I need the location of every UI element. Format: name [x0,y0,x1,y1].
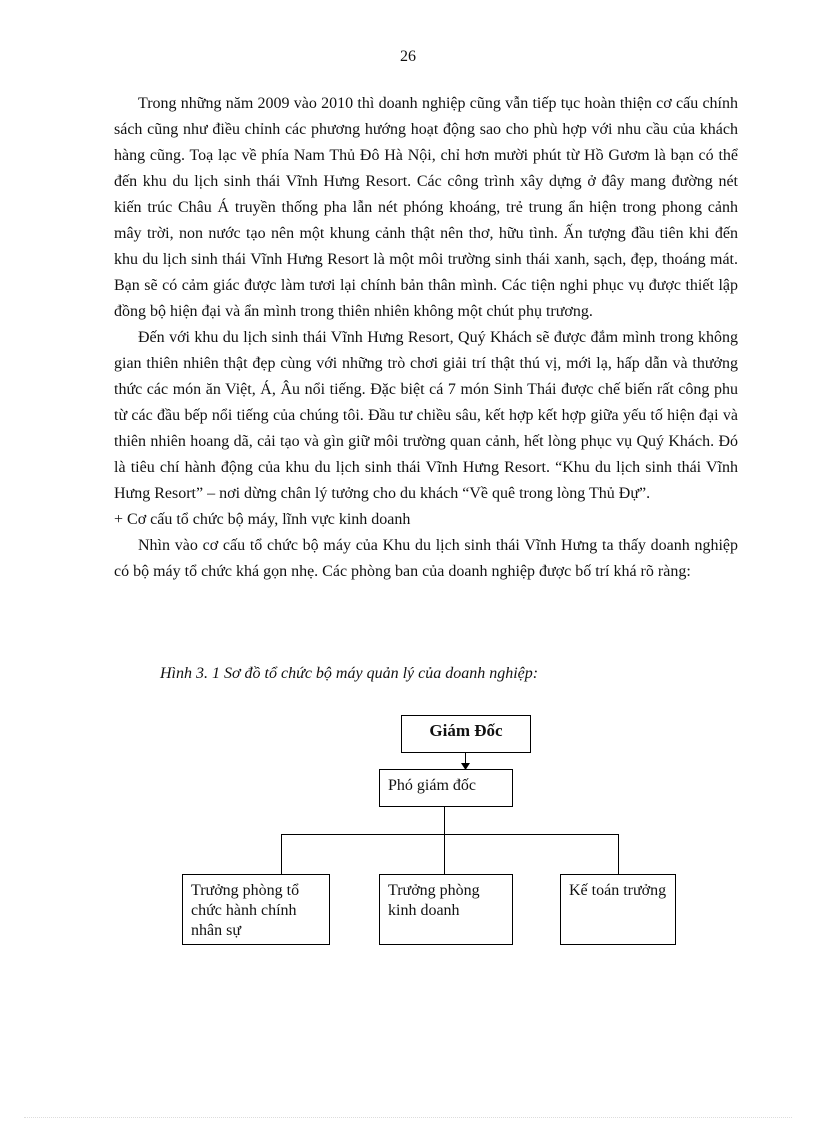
paragraph-3: Nhìn vào cơ cấu tổ chức bộ máy của Khu du lịch sinh thái Vĩnh Hưng ta thấy doanh nghiệp có bộ máy tổ chức khá gọn nhẹ. Các phòng ban của doanh nghiệp được bố trí khá rõ ràng: [114,537,738,580]
figure-caption: Hình 3. 1 Sơ đồ tổ chức bộ máy quản lý của doanh nghiệp: [160,665,539,682]
org-label-hr: Trưởng phòng tổ chức hành chính nhân sự [191,882,300,939]
org-label-sales: Trưởng phòng kinh doanh [388,882,480,919]
page-bottom-rule [24,1117,792,1118]
org-label-accounting: Kế toán trưởng [569,882,667,899]
org-label-director: Giám Đốc [429,721,503,740]
org-box-sales [379,874,513,945]
paragraph-1: Trong những năm 2009 vào 2010 thì doanh nghiệp cũng vẫn tiếp tục hoàn thiện cơ cấu chính sách cũng như điều chỉnh các phương hướng hoạt động sao cho phù hợp với nhu cầu của khách hàng cũng. Toạ lạc về phía Nam Thủ Đô Hà Nội, chỉ hơn mười phút từ Hồ Gươm là bạn có thể đến khu du lịch sinh thái Vĩnh Hưng Resort. Các công trình xây dựng ở đây mang đường nét kiến trúc Châu Á truyền thống pha lẫn nét phóng khoáng, trẻ trung ẩn hiện trong phong cảnh mây trời, non nước tạo nên một khung cảnh thật nên thơ, hữu tình. Ấn tượng đầu tiên khi đến khu du lịch sinh thái Vĩnh Hưng Resort là một môi trường sinh thái xanh, sạch, đẹp, thoáng mát. Bạn sẽ có cảm giác được làm tươi lại chính bản thân mình. Các tiện nghi phục vụ được thiết lập đồng bộ hiện đại và ẩn mình trong thiên nhiên không một chút phụ trương. [114,95,738,320]
org-box-deputy [379,769,513,807]
page-number: 26 [400,48,416,65]
org-box-accounting [560,874,676,945]
connector-drop-accounting [618,834,619,874]
connector-deputy-down [444,807,445,874]
org-box-hr [182,874,330,945]
paragraph-2: Đến với khu du lịch sinh thái Vĩnh Hưng Resort, Quý Khách sẽ được đắm mình trong không gian thiên nhiên thật đẹp cùng với những trò chơi giải trí thật thú vị, mới lạ, hấp dẫn và thưởng thức các món ăn Việt, Á, Âu nổi tiếng. Đặc biệt cá 7 món Sinh Thái được chế biến rất công phu từ các đầu bếp nổi tiếng của chúng tôi. Đầu tư chiều sâu, kết hợp kết hợp giữa yếu tố hiện đại và thiên nhiên hoang dã, cải tạo và gìn giữ môi trường quan cảnh, hết lòng phục vụ Quý Khách. Đó là tiêu chí hành động của khu du lịch sinh thái Vĩnh Hưng Resort. “Khu du lịch sinh thái Vĩnh Hưng Resort” – nơi dừng chân lý tưởng cho du khách “Về quê trong lòng Thủ Đự”. [114,329,738,502]
org-label-deputy: Phó giám đốc [388,777,476,794]
section-bullet: + Cơ cấu tổ chức bộ máy, lĩnh vực kinh doanh [114,511,411,528]
connector-horizontal [281,834,619,835]
connector-drop-hr [281,834,282,874]
body-text [114,91,738,585]
org-box-director [401,715,531,753]
